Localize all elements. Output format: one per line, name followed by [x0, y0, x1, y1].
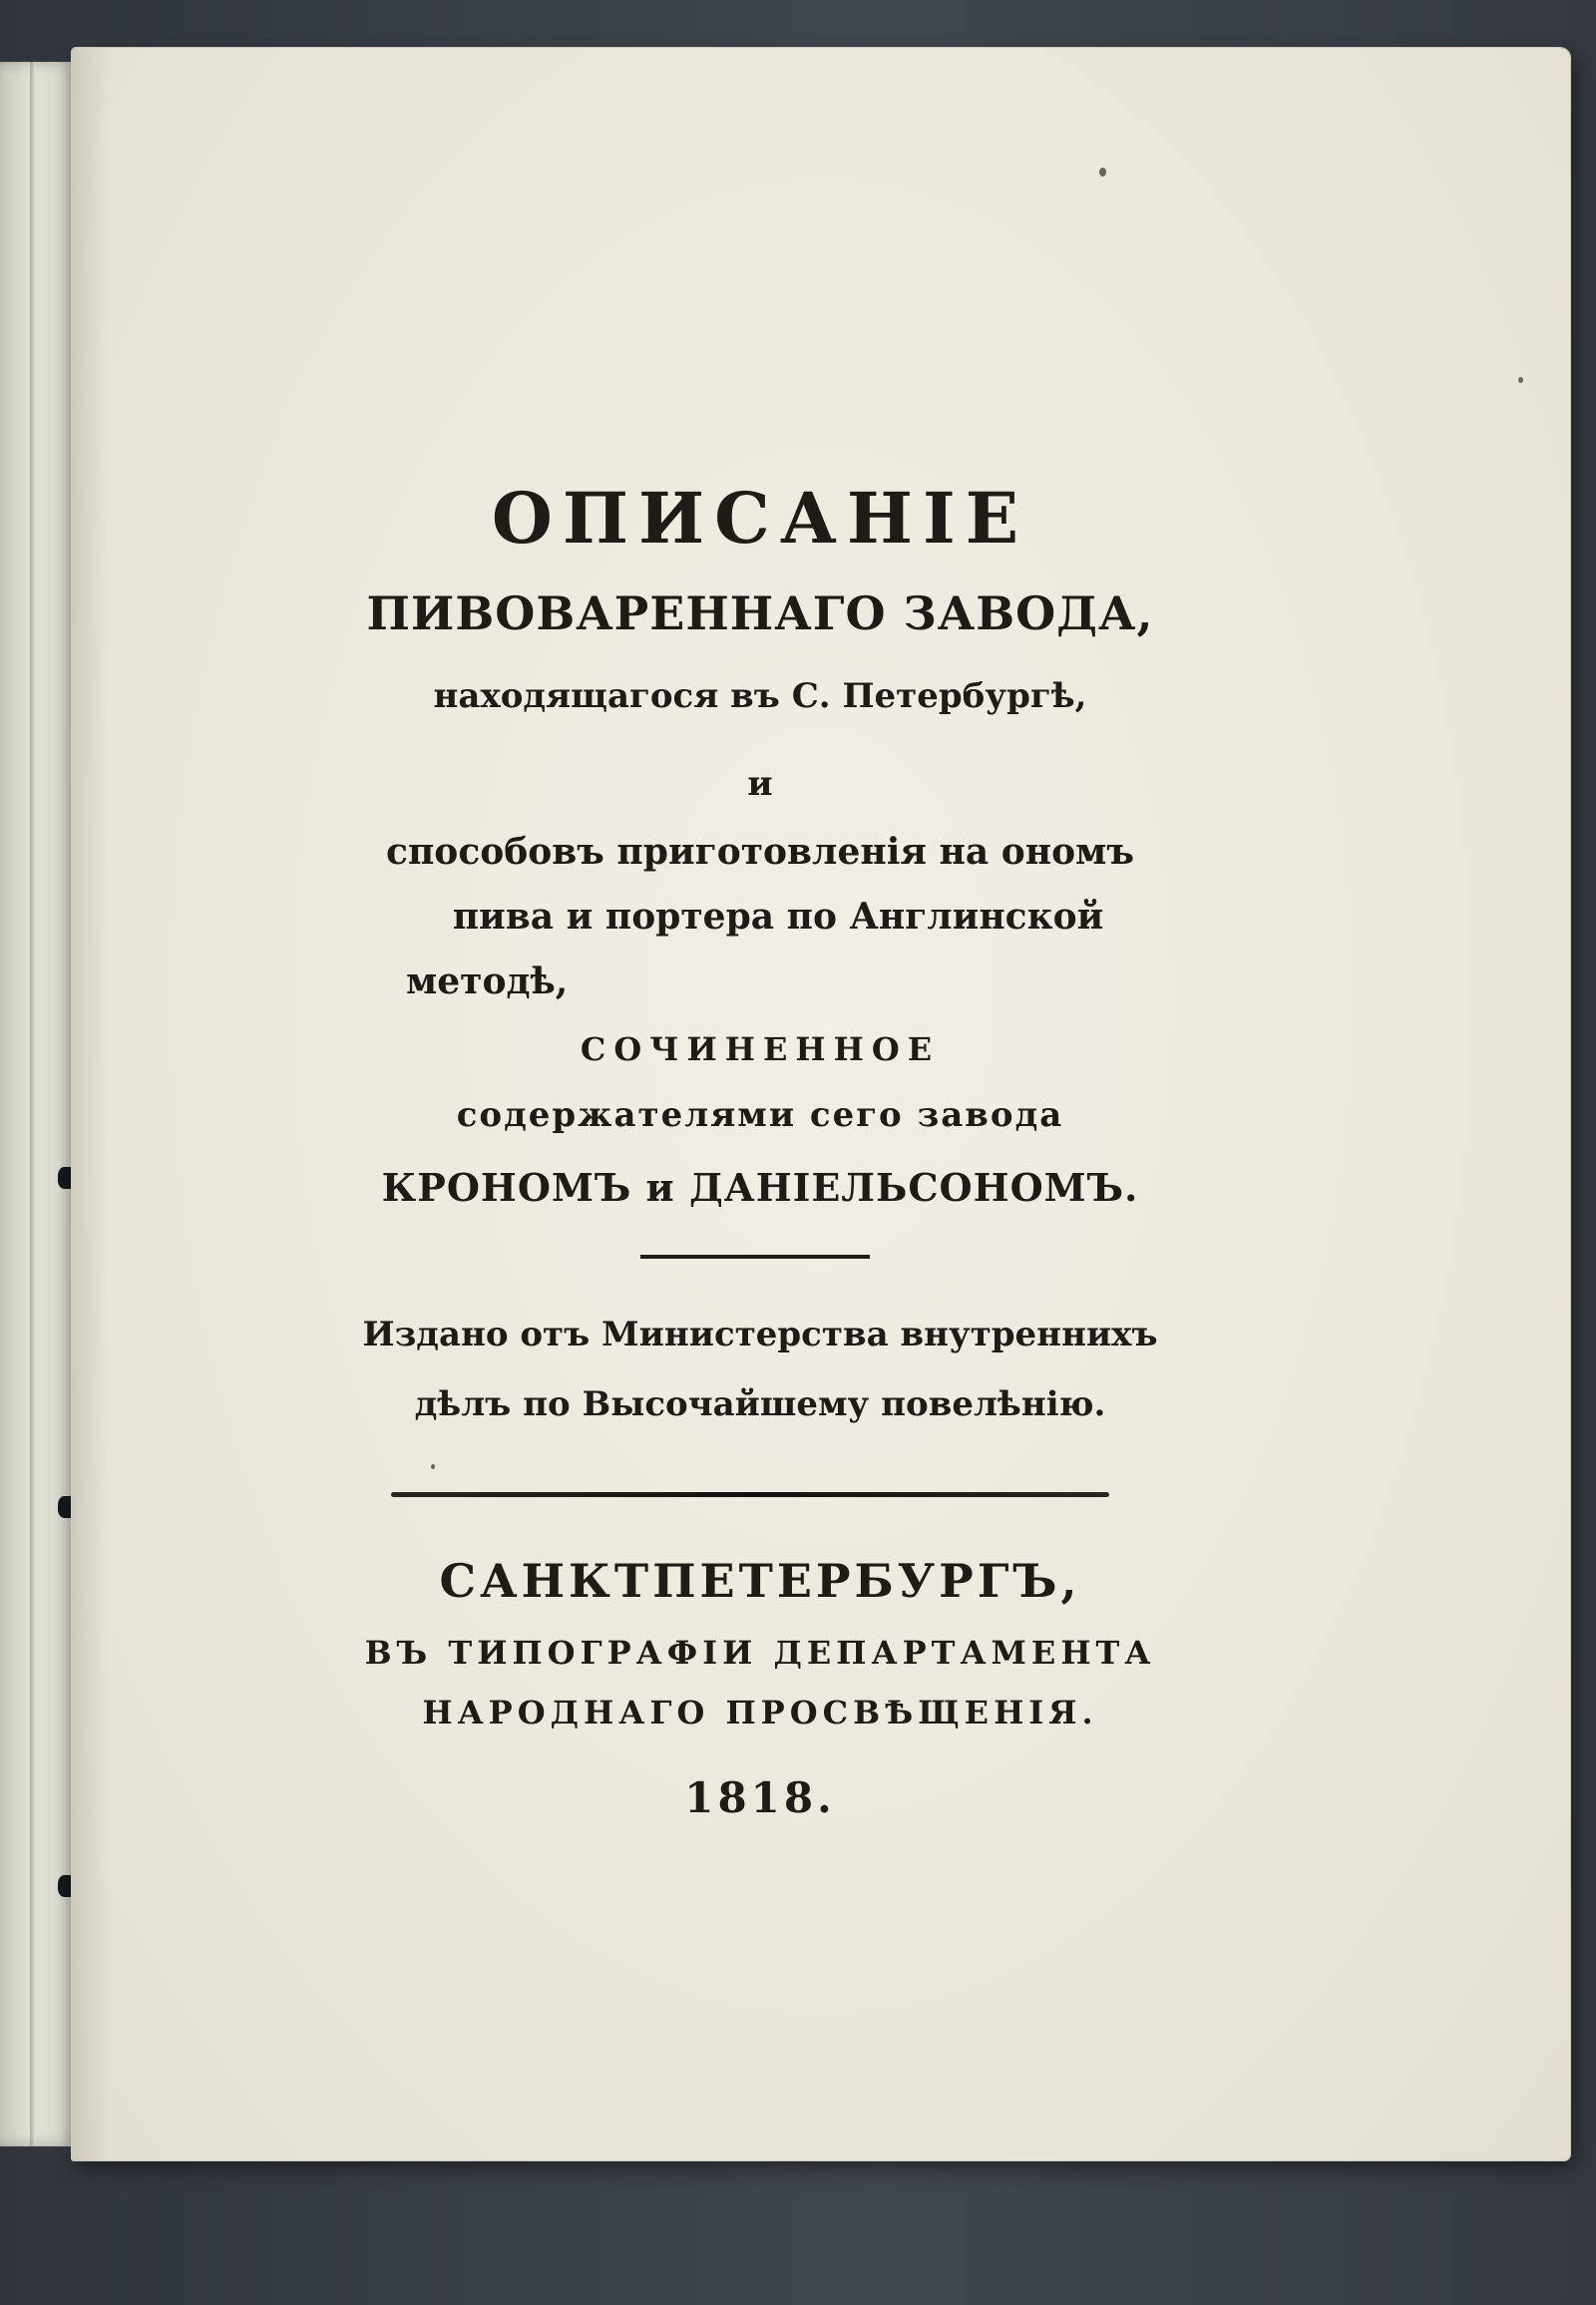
subtitle-line-1: ПИВОВАРЕННАГО ЗАВОДА, — [366, 586, 1154, 640]
short-divider — [640, 1255, 870, 1259]
publication-year: 1818. — [684, 1773, 836, 1822]
description-line-3: методѣ, — [406, 960, 569, 1002]
description-line-1: способовъ приготовленія на ономъ — [386, 831, 1134, 873]
authors: КРОНОМЪ и ДАНІЕЛЬСОНОМЪ. — [381, 1165, 1139, 1210]
conjunction: и — [747, 764, 773, 804]
imprint-city: САНКТПЕТЕРБУРГЪ, — [439, 1554, 1081, 1608]
publisher-line-2: дѣлъ по Высочайшему повелѣнію. — [414, 1384, 1106, 1424]
composed-label: СОЧИНЕННОЕ — [580, 1030, 941, 1068]
left-page-fold — [30, 62, 36, 2146]
left-page-edge — [0, 62, 78, 2146]
paper-speck — [1518, 377, 1523, 383]
paper-speck — [431, 1464, 435, 1469]
title-page — [72, 48, 1570, 2160]
publisher-line-1: Издано отъ Министерства внутреннихъ — [362, 1315, 1158, 1354]
press-line-2: НАРОДНАГО ПРОСВѢЩЕНІЯ. — [422, 1694, 1098, 1731]
paper-speck — [1099, 168, 1106, 177]
press-line-1: ВЪ ТИПОГРАФІИ ДЕПАРТАМЕНТА — [364, 1634, 1156, 1672]
description-line-2: пива и портера по Англинской — [452, 896, 1104, 938]
keepers-line: содержателями сего завода — [456, 1095, 1064, 1135]
long-divider — [391, 1492, 1109, 1497]
subtitle-line-2: находящагося въ С. Петербургѣ, — [433, 676, 1087, 716]
book-title: ОПИСАНІЕ — [491, 477, 1029, 560]
